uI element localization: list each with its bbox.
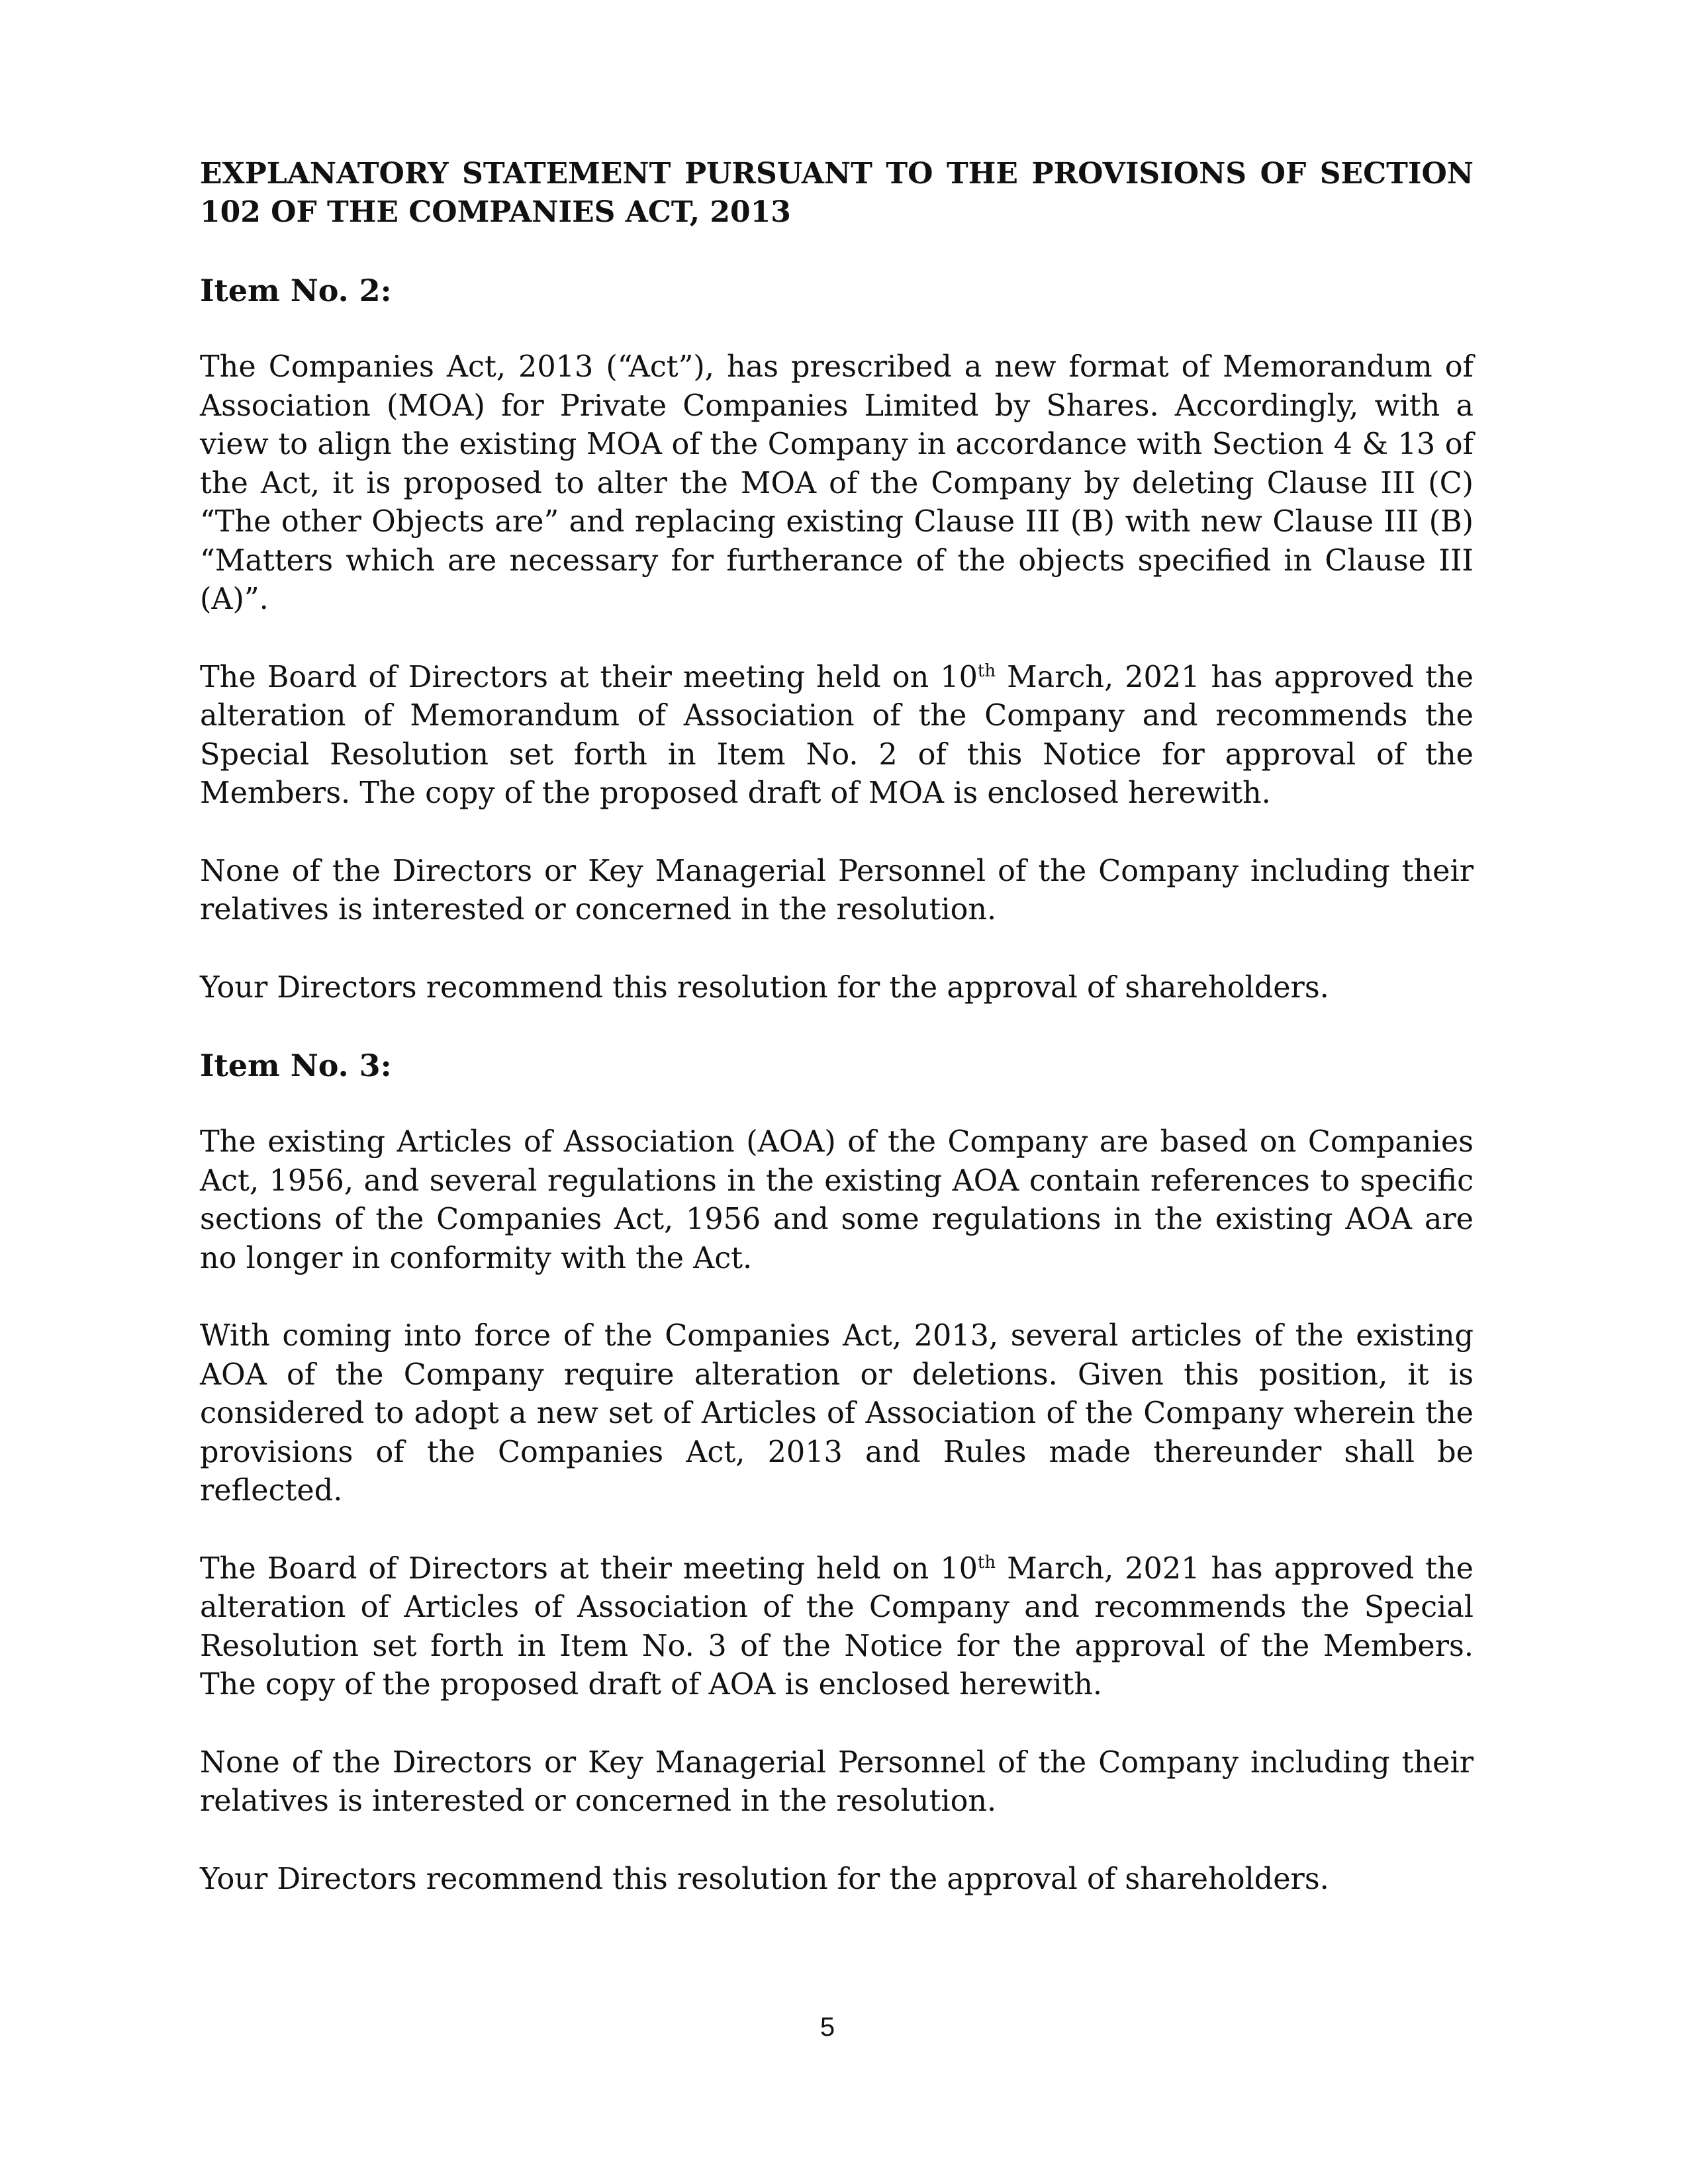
item-3-paragraph-5: Your Directors recommend this resolution for the approval of shareholders. xyxy=(200,1862,1329,1896)
item-3-paragraph-3-text-a: The Board of Directors at their meeting held on 10 xyxy=(200,1551,978,1586)
ordinal-suffix: th xyxy=(977,660,996,681)
item-3-paragraph-2: With coming into force of the Companies Act, 2013, several articles of the existing AOA of the Company require alteration or deletions. Given this position, it is considered to adopt a new set of Articles of Association of the Company wherein the provisions of the Companies Act, 2013 and Rules made thereunder shall be reflected. xyxy=(200,1319,1474,1508)
document-body xyxy=(200,155,1474,1938)
item-2-paragraph-2-text-a: The Board of Directors at their meeting held on 10 xyxy=(200,660,978,694)
item-2-paragraph-2 xyxy=(200,659,1474,813)
item-3-paragraph-4: None of the Directors or Key Managerial Personnel of the Company including their relatives is interested or concerned in the resolution. xyxy=(200,1745,1474,1818)
item-2-title: Item No. 2: xyxy=(200,273,392,308)
page-heading: EXPLANATORY STATEMENT PURSUANT TO THE PROVISIONS OF SECTION 102 OF THE COMPANIES ACT, 2013 xyxy=(200,157,1474,229)
ordinal-suffix: th xyxy=(977,1552,996,1572)
page-number: 5 xyxy=(820,2013,835,2042)
item-3-paragraph-3-text-b: March, 2021 has approved the alteration of Articles of Association of the Company and recommends the Special Resolution set forth in Item No. 3 of the Notice for the approval of the Members. The copy of the proposed draft of AOA is enclosed herewith. xyxy=(200,1551,1474,1702)
item-2-paragraph-1: The Companies Act, 2013 (“Act”), has prescribed a new format of Memorandum of Association (MOA) for Private Companies Limited by Shares. Accordingly, with a view to align the existing MOA of the Company in accordance with Section 4 & 13 of the Act, it is proposed to alter the MOA of the Company by deleting Clause III (C) “The other Objects are” and replacing existing Clause III (B) with new Clause III (B) “Matters which are necessary for furtherance of the objects specified in Clause III (A)”. xyxy=(200,350,1474,616)
item-3-title: Item No. 3: xyxy=(200,1048,392,1083)
item-3-paragraph-1: The existing Articles of Association (AOA) of the Company are based on Companies Act, 1956, and several regulations in the existing AOA contain references to specific sections of the Companies Act, 1956 and some regulations in the existing AOA are no longer in conformity with the Act. xyxy=(200,1125,1474,1275)
item-2-paragraph-4: Your Directors recommend this resolution for the approval of shareholders. xyxy=(200,970,1329,1005)
item-3-paragraph-3 xyxy=(200,1550,1474,1705)
item-2-paragraph-3: None of the Directors or Key Managerial Personnel of the Company including their relatives is interested or concerned in the resolution. xyxy=(200,854,1474,927)
item-2-paragraph-2-text-b: March, 2021 has approved the alteration of Memorandum of Association of the Company and recommends the Special Resolution set forth in Item No. 2 of this Notice for approval of the Members. The copy of the proposed draft of MOA is enclosed herewith. xyxy=(200,660,1474,810)
